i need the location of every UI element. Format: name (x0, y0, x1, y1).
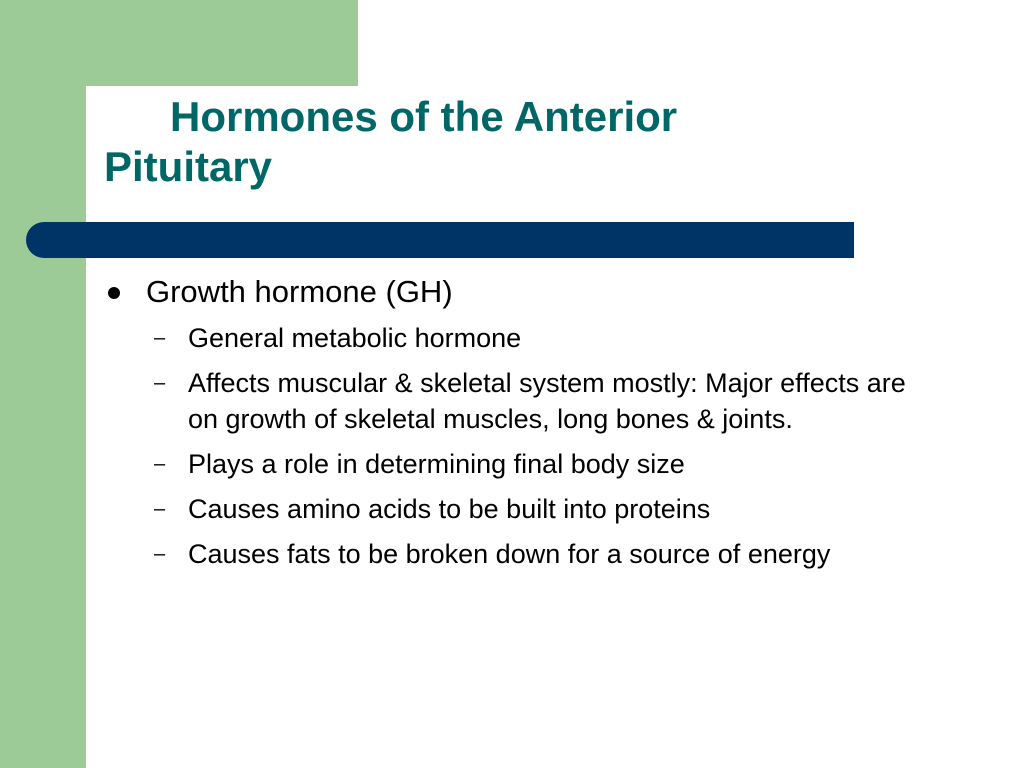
sub-bullet-text: Causes amino acids to be built into proteins (188, 494, 711, 524)
dash-icon: – (154, 453, 166, 475)
sub-bullet-text: Plays a role in determining final body size (188, 449, 685, 479)
sub-bullet-text: Affects muscular & skeletal system mostly: Major effects are on growth of skeletal muscles, long bones & joints. (188, 368, 906, 434)
title-line-2: Pituitary (104, 143, 273, 190)
sub-bullet-item (104, 320, 944, 356)
dash-icon: – (154, 327, 166, 349)
sub-bullet-text: Causes fats to be broken down for a source of energy (188, 539, 831, 569)
dash-icon: – (154, 498, 166, 520)
green-frame-top (0, 0, 358, 86)
dash-icon: – (154, 543, 166, 565)
title-underline-bar (26, 222, 854, 258)
dash-icon: – (154, 372, 166, 394)
title-line-1: Hormones of the Anterior (170, 93, 678, 140)
sub-bullet-item (104, 536, 944, 572)
sub-bullet-list (104, 320, 944, 572)
slide-title (104, 92, 864, 192)
sub-bullet-item (104, 365, 944, 437)
slide-body (104, 270, 944, 581)
green-frame-left (0, 0, 86, 768)
sub-bullet-item (104, 446, 944, 482)
sub-bullet-item (104, 491, 944, 527)
bullet-dot-icon (108, 287, 120, 299)
bullet-text: Growth hormone (GH) (146, 274, 453, 309)
sub-bullet-text: General metabolic hormone (188, 323, 522, 353)
bullet-item (104, 270, 944, 314)
